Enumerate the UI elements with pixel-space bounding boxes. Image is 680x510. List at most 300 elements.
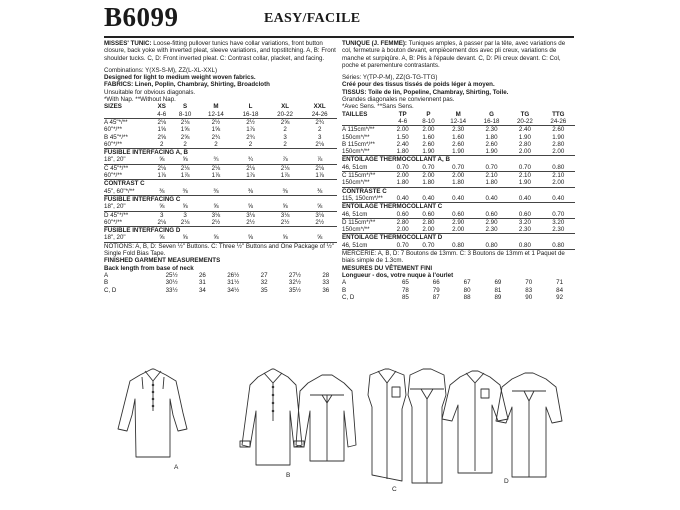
cell-value: 66 [432,279,440,287]
cell-value: 0.80 [442,242,475,250]
row-label: 46, 51cm [342,164,390,172]
cell-value: 1⅞ [233,172,268,180]
column-header: M [455,110,461,118]
cell-value: 2.00 [542,179,575,187]
column-header: 4-6 [390,118,415,126]
cell-value: 3.20 [518,218,531,226]
table-row [342,179,575,187]
cell-value: ⅝ [233,203,268,211]
sens-note: *Avec Sens. **Sans Sens. [342,103,414,111]
combinations: Combinations: Y(XS-S-M), ZZ(L-XL-XXL) [104,66,218,74]
cell-value: 2.00 [422,172,435,180]
column-header: 12-14 [199,111,234,119]
cell-value: 1⅞ [268,172,303,180]
english-column [104,40,337,294]
description [104,40,337,62]
cell-value: 0.60 [475,211,508,219]
cell-value: 85 [401,293,409,301]
table-row [342,195,575,203]
cell-value: 31½ [227,279,240,287]
table-row [342,294,575,301]
cell-value: 0.70 [542,211,575,219]
cell-value: 34½ [227,286,240,294]
cell-value: 0.40 [542,195,575,203]
row-label: SIZES [104,103,122,111]
cell-value: 1.90 [508,179,541,187]
cell-value: 33½ [165,286,178,294]
cell-value: 0.70 [415,164,441,172]
cell-value: 3 [183,211,187,219]
row-label: 46, 51cm [342,242,390,250]
cell-value: ⅝ [152,234,172,242]
cell-value: ⅝ [302,234,337,242]
cell-value: 1⅞ [302,172,337,180]
section-heading: CONTRASTE C [342,187,387,195]
cell-value: 0.60 [508,211,541,219]
table-row [104,203,337,211]
table-row [342,134,575,141]
cell-value: 2.40 [518,126,531,134]
cell-value: 2⅛ [180,118,190,126]
cell-value: ⅜ [268,188,303,196]
section-heading: ENTOILAGE THERMOCOLLANT A, B [342,156,450,164]
cell-value: 2⅛ [211,164,221,172]
cell-value: 27½ [288,271,301,279]
cell-value: 83 [525,286,533,294]
column-header: 24-26 [542,118,575,126]
cell-value: 2.30 [475,226,508,234]
column-header: 16-18 [233,111,268,119]
view-a-label: A [174,464,179,471]
cell-value: 3 [160,211,164,219]
column-header: 12-14 [442,118,475,126]
table-row [342,172,575,180]
row-label: TAILLES [342,110,368,118]
table-row [342,287,575,294]
column-header: M [213,103,219,111]
table-row [342,141,575,148]
row-label [104,111,152,119]
view-c-label: C [392,486,397,493]
cell-value: 3.20 [552,218,565,226]
row-label: A 45"*/** [104,118,128,126]
cell-value: 0.70 [475,164,508,172]
cell-value: 2⅛ [157,164,167,172]
column-header: 24-26 [302,111,337,119]
cell-value: 2 [233,141,268,149]
row-label: 45", 60"*/** [104,188,152,196]
header-row [104,103,337,110]
measurements-table [104,272,337,294]
cell-value: 2.90 [452,218,465,226]
cell-value: 1.80 [485,133,498,141]
row-label: A [104,271,109,279]
cell-value: 2.90 [485,218,498,226]
table-row [342,279,575,286]
cell-value: ⅞ [302,156,337,164]
row-label: 150cm*/** [342,226,390,234]
section-heading: ENTOILAGE THERMOCOLLANT C [342,203,443,211]
cell-value: 2½ [233,219,268,227]
row-label: A 115cm*/** [342,126,375,134]
view-b-label: B [286,472,291,479]
view-b-drawing [240,369,356,465]
row-label: B [342,286,347,294]
cell-value: 89 [494,293,502,301]
cell-value: 0.70 [415,242,441,250]
pattern-number: B6099 [104,2,179,32]
cell-value: 2.00 [542,148,575,156]
table-row [342,211,575,219]
yardage-table [104,103,337,242]
row-label: 46, 51cm [342,211,390,219]
tissus: TISSUS: Toile de lin, Popeline, Chambray, Shirting, Toile. [342,88,509,96]
cell-value: 28 [322,271,330,279]
table-row [104,234,337,242]
cell-value: 1⅝ [180,126,190,134]
cell-value: 0.80 [475,242,508,250]
cell-value: ⅝ [172,156,199,164]
column-header: TP [398,110,407,118]
cell-value: 87 [432,293,440,301]
section-heading: CONTRAST C [104,180,145,188]
table-row [104,279,337,286]
cell-value: ¾ [199,156,234,164]
cell-value: 2¾ [211,133,221,141]
row-label: B 115cm*/** [342,140,375,148]
cell-value: ⅝ [302,203,337,211]
cell-value: 3⅛ [315,211,324,219]
cell-value: 90 [525,293,533,301]
cell-value: 2½ [268,219,303,227]
cell-value: 27 [260,271,268,279]
cell-value: 2.80 [422,218,435,226]
cell-value: 2.60 [552,126,565,134]
garment-illustrations [100,365,580,510]
cell-value: 2.60 [422,140,435,148]
row-label: C, D [104,286,117,294]
cell-value: 3⅛ [211,211,221,219]
cell-value: 1.60 [452,133,465,141]
column-header: 20-22 [268,111,303,119]
cell-value: 2⅛ [157,118,167,126]
cell-value: 2 [317,126,322,134]
cell-value: 2.00 [390,226,415,234]
cell-value: 30½ [165,279,178,287]
garment-title: MISSES' TUNIC: [104,40,152,47]
description-fr [342,40,575,69]
table-row [342,164,575,172]
cell-value: 69 [494,279,502,287]
column-header: 8-10 [415,118,441,126]
cell-value: 1⅞ [152,172,172,180]
view-a-drawing [118,369,187,457]
column-header: 20-22 [508,118,541,126]
cell-value: 0.80 [542,242,575,250]
header-rule [104,36,574,38]
cell-value: 35 [260,286,268,294]
cell-value: 88 [463,293,471,301]
cell-value: 2.00 [508,148,541,156]
cell-value: 1.60 [422,133,435,141]
cell-value: 65 [401,279,409,287]
cell-value: 2.00 [442,226,475,234]
column-header: G [489,110,494,118]
cell-value: 2.60 [485,140,498,148]
cell-value: ¾ [233,156,268,164]
cell-value: ⅜ [199,188,234,196]
row-label: D 45"*/** [104,211,129,219]
table-row [104,141,337,149]
cell-value: 0.60 [390,211,415,219]
cell-value: 2¾ [315,118,324,126]
column-header: XXL [313,103,326,111]
table-row [342,242,575,250]
cell-value: 26½ [227,271,240,279]
cell-value: 67 [463,279,471,287]
cell-value: ⅜ [152,188,172,196]
table-row [104,134,337,141]
row-label: 60"*/** [104,126,123,134]
row-label: C 45"*/** [104,164,129,172]
cell-value: 1.90 [415,148,441,156]
section-heading: FUSIBLE INTERFACING C [104,195,181,203]
row-label: 150cm*/** [342,148,390,156]
cell-value: ⅝ [152,156,172,164]
view-c-drawing [368,369,446,483]
header-row [104,111,337,119]
table-row [104,118,337,126]
cell-value: 1⅞ [246,126,255,134]
view-d-drawing [442,371,562,477]
cell-value: 0.80 [508,242,541,250]
cell-value: 0.40 [508,195,541,203]
cell-value: 2.80 [518,140,531,148]
cell-value: 92 [556,293,564,301]
cell-value: ⅝ [199,203,234,211]
cell-value: 1.80 [390,148,415,156]
cell-value: 1.50 [396,133,409,141]
description-text-fr: Tuniques amples, à passer par la tête, avec variations de col, fermeture à bouton devant, empiècement dos avec pli creux, variations de manche et surpiqûre. A, B: Plis à l'épaule devant. C, D: Pli creux devant. C: Col, poche et parementure contrastants. [342,40,566,69]
cell-value: ⅞ [268,156,303,164]
cell-value: 0.60 [415,211,441,219]
cell-value: 71 [556,279,564,287]
cell-value: 2⅝ [180,133,190,141]
mercerie: MERCERIE: A, B, D: 7 Boutons de 13mm. C: 3 Boutons de 13mm et 1 Paquet de biais simple de 1.3cm. [342,250,565,265]
nap-note: *With Nap. **Without Nap. [104,96,176,104]
row-label: 60"*/** [104,141,152,149]
cell-value: 2 [283,126,287,134]
cell-value: ⅝ [152,203,172,211]
cell-value: 78 [401,286,409,294]
cell-value: 84 [556,286,564,294]
cell-value: 2⅝ [280,118,290,126]
table-row [104,164,337,172]
column-header: L [248,103,253,111]
cell-value: 36 [322,286,330,294]
table-row [104,211,337,219]
row-label: D 115cm*/** [342,218,376,226]
cell-value: 2.00 [396,126,409,134]
row-label: C 115cm*/** [342,172,376,180]
table-row [104,272,337,279]
cell-value: ⅝ [233,234,268,242]
cell-value: 33 [322,279,330,287]
cell-value: 32½ [288,279,301,287]
cell-value: 2¾ [246,133,255,141]
cell-value: 35½ [288,286,301,294]
row-label: A [342,279,347,287]
cell-value: ⅜ [233,188,268,196]
cell-value: 2.30 [542,226,575,234]
cell-value: 0.80 [542,164,575,172]
cell-value: 79 [432,286,440,294]
row-label: 150cm*/** [342,179,390,187]
cell-value: 70 [525,279,533,287]
cell-value: 0.70 [508,164,541,172]
cell-value: 0.60 [442,211,475,219]
cell-value: 3⅛ [280,211,290,219]
row-label: B 45"*/** [104,133,128,141]
cell-value: 1.90 [442,148,475,156]
row-label: 18", 20" [104,156,152,164]
grandes-diagonales: Grandes diagonales ne conviennent pas. [342,96,455,104]
cell-value: 2 [172,141,199,149]
longueur-label: Longueur - dos, votre nuque à l'ourlet [342,271,454,279]
cell-value: 2⅛ [302,141,337,149]
cell-value: ⅝ [199,234,234,242]
row-label: 18", 20" [104,203,152,211]
cell-value: 3 [283,133,287,141]
table-row [104,219,337,227]
designed-for: Designed for light to medium weight woven fabrics. [104,74,256,82]
cell-value: 3 [317,133,322,141]
cell-value: 2⅛ [152,219,172,227]
cell-value: ⅝ [172,203,199,211]
table-row [104,156,337,164]
cell-value: 0.40 [390,195,415,203]
cell-value: 2.30 [508,226,541,234]
row-label: 150cm*/** [342,133,370,141]
column-header: 4-6 [152,111,172,119]
cell-value: 2.10 [518,172,531,180]
cell-value: 2.00 [452,172,465,180]
section-heading: ENTOILAGE THERMOCOLLANT D [342,234,443,242]
column-header: S [183,103,188,111]
mesures-heading: MESURES DU VÊTEMENT FINI [342,264,433,272]
column-header: TTG [552,110,565,118]
cell-value: 2.40 [396,140,409,148]
unsuitable: Unsuitable for obvious diagonals. [104,88,196,96]
table-row [342,148,575,156]
header-row [342,118,575,126]
column-header: 8-10 [172,111,199,119]
cell-value: 2⅛ [315,164,324,172]
difficulty-label: EASY/FACILE [264,11,361,26]
cell-value: 2⅝ [157,133,167,141]
cell-value: 1⅞ [199,172,234,180]
metrage-table [342,111,575,250]
garment-title-fr: TUNIQUE (J. FEMME): [342,40,407,47]
row-label: 115, 150cm*/** [342,195,390,203]
section-heading: FUSIBLE INTERFACING A, B [104,149,188,157]
cell-value: 0.70 [390,242,415,250]
fabrics: FABRICS: Linen, Poplin, Chambray, Shirting, Broadcloth [104,81,270,89]
cell-value: 26 [198,271,206,279]
column-header: P [426,110,431,118]
cell-value: ⅜ [302,188,337,196]
cell-value: 2.10 [485,172,498,180]
column-header: TG [520,110,530,118]
cell-value: 2½ [199,219,234,227]
cell-value: 2.10 [552,172,565,180]
cell-value: 2⅛ [172,219,199,227]
cell-value: ⅜ [172,188,199,196]
cell-value: 2⅛ [180,164,190,172]
row-label: 18", 20" [104,234,152,242]
row-label: C, D [342,293,355,301]
cell-value: 1.80 [442,179,475,187]
cell-value: 2.30 [452,126,465,134]
cell-value: 2⅛ [246,164,255,172]
column-header: XL [281,103,290,111]
cell-value: 2.00 [422,126,435,134]
cell-value: 32 [260,279,268,287]
table-row [342,126,575,134]
cell-value: 2 [199,141,234,149]
cell-value: 2.80 [396,218,409,226]
table-row [104,172,337,180]
header-row [342,111,575,118]
table-row [104,287,337,294]
cell-value: 2.00 [415,226,441,234]
cell-value: 1.90 [475,148,508,156]
section-heading: FUSIBLE INTERFACING D [104,227,181,235]
back-length-label: Back length from base of neck [104,264,194,272]
cell-value: 80 [463,286,471,294]
column-header: 16-18 [475,118,508,126]
cell-value: 31 [198,279,206,287]
cell-value: ⅝ [268,203,303,211]
french-column [342,40,575,301]
notions: NOTIONS: A, B, D: Seven ½" Buttons. C: Three ½" Buttons and One Package of ½" Single Fold Bias Tape. [104,242,335,258]
table-row [104,188,337,196]
cell-value: 1⅝ [211,126,221,134]
description-text: Loose-fitting pullover tunics have collar variations, front button closure, back yoke with inverted pleat, sleeve variations, and topstitching. A, B: Front shoulder tucks. C, D: Front inverted pleat. C: Contrast collar, placket, and facing. [104,40,336,62]
cree-pour: Créé pour des tissus tissés de poids léger à moyen. [342,81,495,89]
mesures-table [342,279,575,301]
finished-measurements-heading: FINISHED GARMENT MEASUREMENTS [104,257,221,265]
cell-value: 2 [268,141,303,149]
row-label [342,118,390,126]
cell-value: 2.00 [396,172,409,180]
table-row [342,218,575,226]
cell-value: 2.30 [485,126,498,134]
column-header: XS [157,103,166,111]
cell-value: 0.40 [442,195,475,203]
table-row [104,126,337,133]
cell-value: 1⅝ [157,126,167,134]
cell-value: 3⅛ [246,211,255,219]
cell-value: ⅝ [172,234,199,242]
cell-value: 2.60 [452,140,465,148]
cell-value: 1.90 [518,133,531,141]
cell-value: 0.40 [415,195,441,203]
row-label: B [104,279,109,287]
cell-value: 2.80 [552,140,565,148]
cell-value: 1.80 [390,179,415,187]
cell-value: 2 [152,141,172,149]
